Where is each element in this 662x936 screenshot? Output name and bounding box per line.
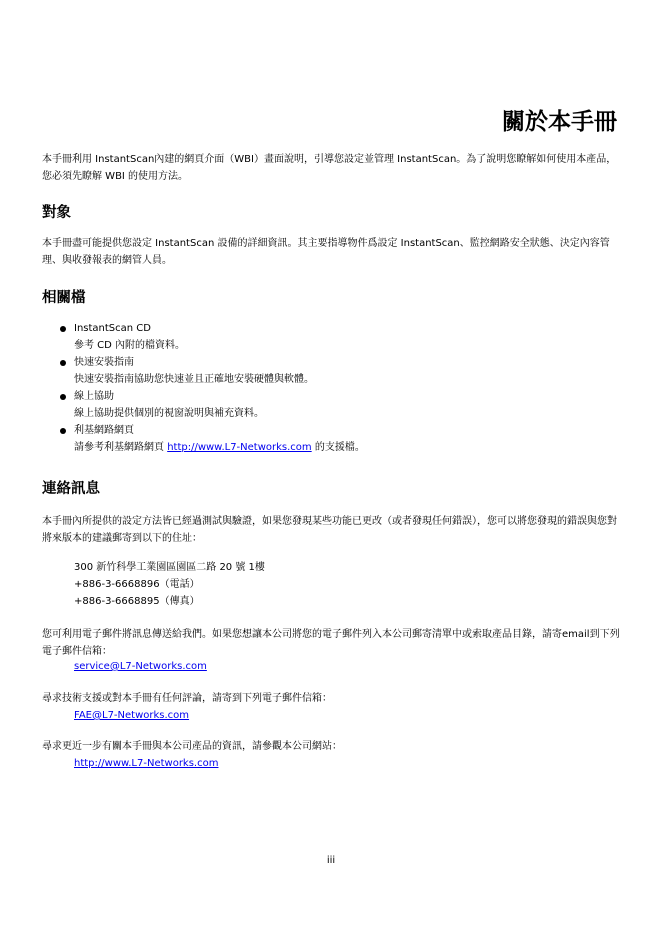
- list-item-title: 線上協助: [74, 391, 114, 402]
- audience-paragraph: 本手冊盡可能提供您設定 InstantScan 設備的詳細資訊。其主要指導物件爲設定 InstantScan、監控網路安全狀態、決定內容管理、與收發報表的網管人員。: [42, 238, 610, 266]
- contact-paragraph: 本手冊內所提供的設定方法皆已經過測試與驗證，如果您發現某些功能已更改（或者發現任何錯誤），您可以將您發現的錯誤與您對將來版本的建議郵寄到以下的住址：: [42, 516, 617, 544]
- list-item: [60, 354, 600, 388]
- list-item-title: InstantScan CD: [74, 323, 151, 334]
- service-email-link[interactable]: service@L7-Networks.com: [74, 661, 207, 672]
- page-title: 關於本手冊: [502, 109, 617, 135]
- bullet-icon: [60, 326, 66, 332]
- contact-heading: 連絡訊息: [42, 481, 100, 497]
- related-docs-heading: 相關檔: [42, 290, 86, 306]
- website-intro-paragraph: 尋求更近一步有關本手冊與本公司產品的資訊，請參觀本公司網站：: [42, 741, 342, 752]
- audience-heading: 對象: [42, 205, 71, 221]
- bullet-icon: [60, 394, 66, 400]
- list-item-title: 快速安裝指南: [74, 357, 134, 368]
- page-number: iii: [326, 855, 336, 866]
- website-link[interactable]: http://www.L7-Networks.com: [74, 758, 219, 769]
- desc-prefix: 請參考利基網路網頁: [74, 442, 168, 453]
- address-line: 300 新竹科學工業園區園區二路 20 號 1樓: [74, 562, 265, 573]
- list-item: [60, 388, 600, 422]
- list-item: [60, 320, 600, 354]
- list-item: [60, 422, 600, 456]
- phone-line: +886-3-6668896（電話）: [74, 579, 200, 590]
- l7-website-link[interactable]: http://www.L7-Networks.com: [167, 442, 312, 453]
- intro-paragraph: 本手冊利用 InstantScan內建的網頁介面（WBI）畫面說明，引導您設定並管理 InstantScan。為了說明您瞭解如何使用本產品，您必須先瞭解 WBI 的使用方法。: [42, 154, 617, 182]
- support-email-link[interactable]: FAE@L7-Networks.com: [74, 710, 190, 721]
- list-item-desc: 快速安裝指南協助您快速並且正確地安裝硬體與軟體。: [74, 374, 314, 385]
- related-docs-list: [60, 320, 600, 456]
- bullet-icon: [60, 428, 66, 434]
- desc-suffix: 的支援檔。: [311, 442, 365, 453]
- list-item-title: 利基網路網頁: [74, 425, 134, 436]
- list-item-desc: [74, 439, 600, 456]
- fax-line: +886-3-6668895（傳真）: [74, 596, 200, 607]
- list-item-desc: 參考 CD 內附的檔資料。: [74, 340, 186, 351]
- support-intro-paragraph: 尋求技術支援或對本手冊有任何評論，請寄到下列電子郵件信箱：: [42, 693, 332, 704]
- bullet-icon: [60, 360, 66, 366]
- email-intro-paragraph: 您可利用電子郵件將訊息傳送給我們。如果您想讓本公司將您的電子郵件列入本公司郵寄清單中或索取產品目錄，請寄email到下列電子郵件信箱：: [42, 629, 620, 657]
- list-item-desc: 線上協助提供個別的視窗說明與補充資料。: [74, 408, 264, 419]
